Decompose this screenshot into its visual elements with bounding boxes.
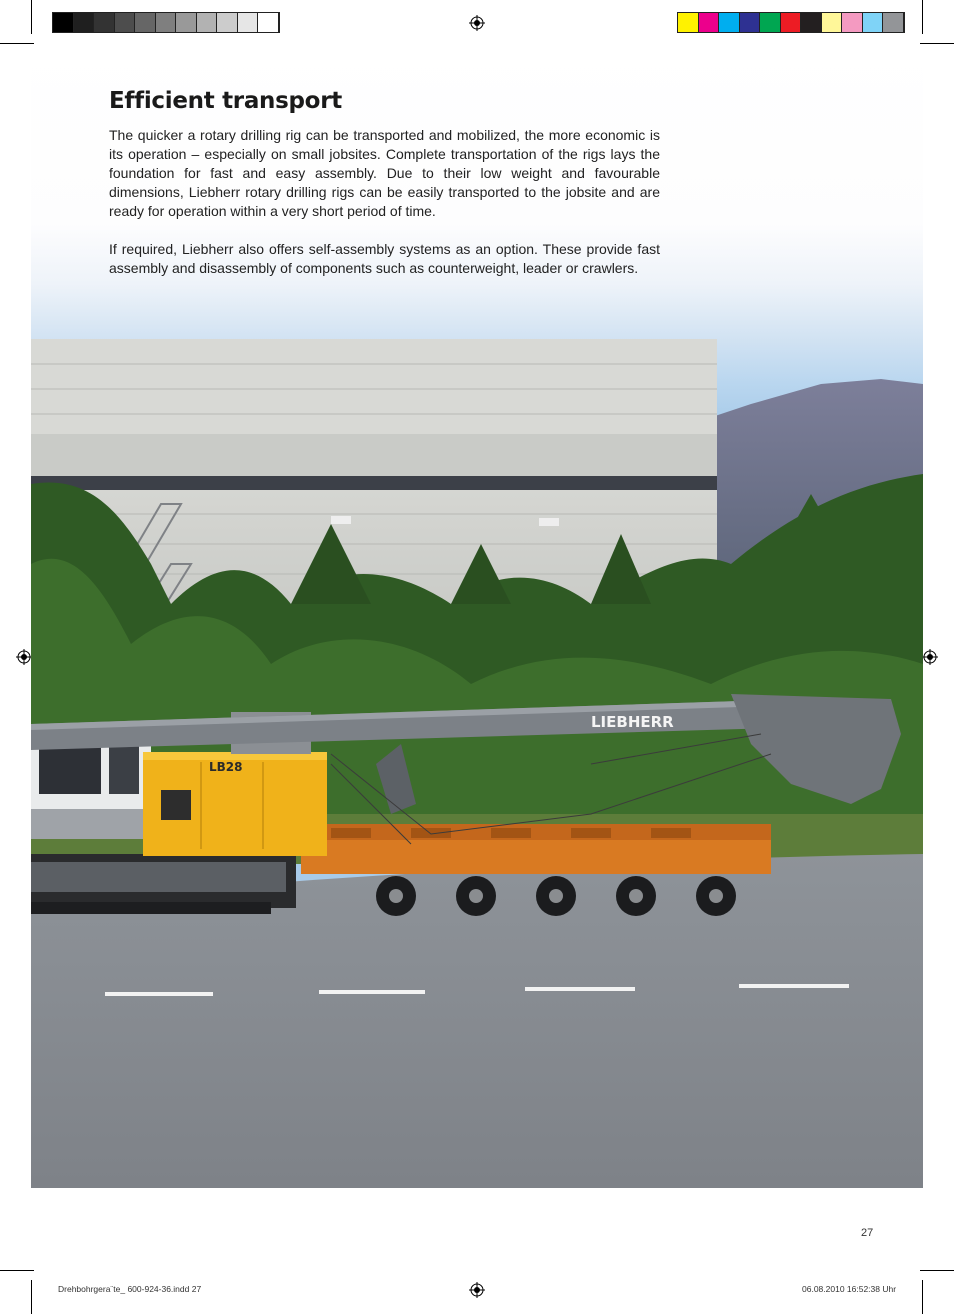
color-swatch (822, 13, 843, 32)
registration-mark-icon (469, 1282, 485, 1298)
registration-mark-icon (16, 649, 32, 665)
grey-scale-strip (52, 12, 280, 33)
crop-mark (922, 0, 923, 34)
color-swatch (699, 13, 720, 32)
color-swatch (801, 13, 822, 32)
color-swatch (863, 13, 884, 32)
crop-mark (922, 1280, 923, 1314)
crop-mark (31, 1280, 32, 1314)
grey-swatch (258, 13, 279, 32)
color-swatch (781, 13, 802, 32)
crop-mark (31, 0, 32, 34)
color-swatch (678, 13, 699, 32)
grey-swatch (94, 13, 115, 32)
color-swatch (719, 13, 740, 32)
color-swatch (740, 13, 761, 32)
grey-swatch (238, 13, 259, 32)
crop-mark (0, 1270, 34, 1271)
grey-swatch (176, 13, 197, 32)
grey-swatch (197, 13, 218, 32)
body-paragraph: The quicker a rotary drilling rig can be transported and mobilized, the more economic is its operation – especially on small jobsites. Complete transportation of the rigs lays the foundation for fast and easy assembly. Due to their low weight and favourable dimensions, Liebherr rotary drilling rigs can be easily transported to the jobsite and are ready for operation within a very short period of time. (109, 127, 660, 219)
color-swatch (883, 13, 904, 32)
color-swatch (842, 13, 863, 32)
crop-mark (920, 43, 954, 44)
page-number: 27 (861, 1227, 874, 1239)
crop-mark (920, 1270, 954, 1271)
grey-swatch (135, 13, 156, 32)
grey-swatch (217, 13, 238, 32)
process-color-strip (677, 12, 905, 33)
cab-lettering: LB28 (209, 760, 243, 774)
grey-swatch (115, 13, 136, 32)
grey-swatch (156, 13, 177, 32)
page-title: Efficient transport (109, 88, 342, 114)
grey-swatch (53, 13, 74, 32)
boom-lettering: LIEBHERR (591, 713, 674, 731)
registration-mark-icon (922, 649, 938, 665)
slug-right: 06.08.2010 16:52:38 Uhr (802, 1284, 897, 1294)
crop-mark (0, 43, 34, 44)
grey-swatch (74, 13, 95, 32)
body-paragraph: If required, Liebherr also offers self-assembly systems as an option. These provide fast assembly and disassembly of components such as counterweight, leader or crawlers. (109, 241, 660, 276)
registration-mark-icon (469, 15, 485, 31)
color-swatch (760, 13, 781, 32)
slug-left: Drehbohrgera¨te_ 600-924-36.indd 27 (58, 1284, 202, 1294)
